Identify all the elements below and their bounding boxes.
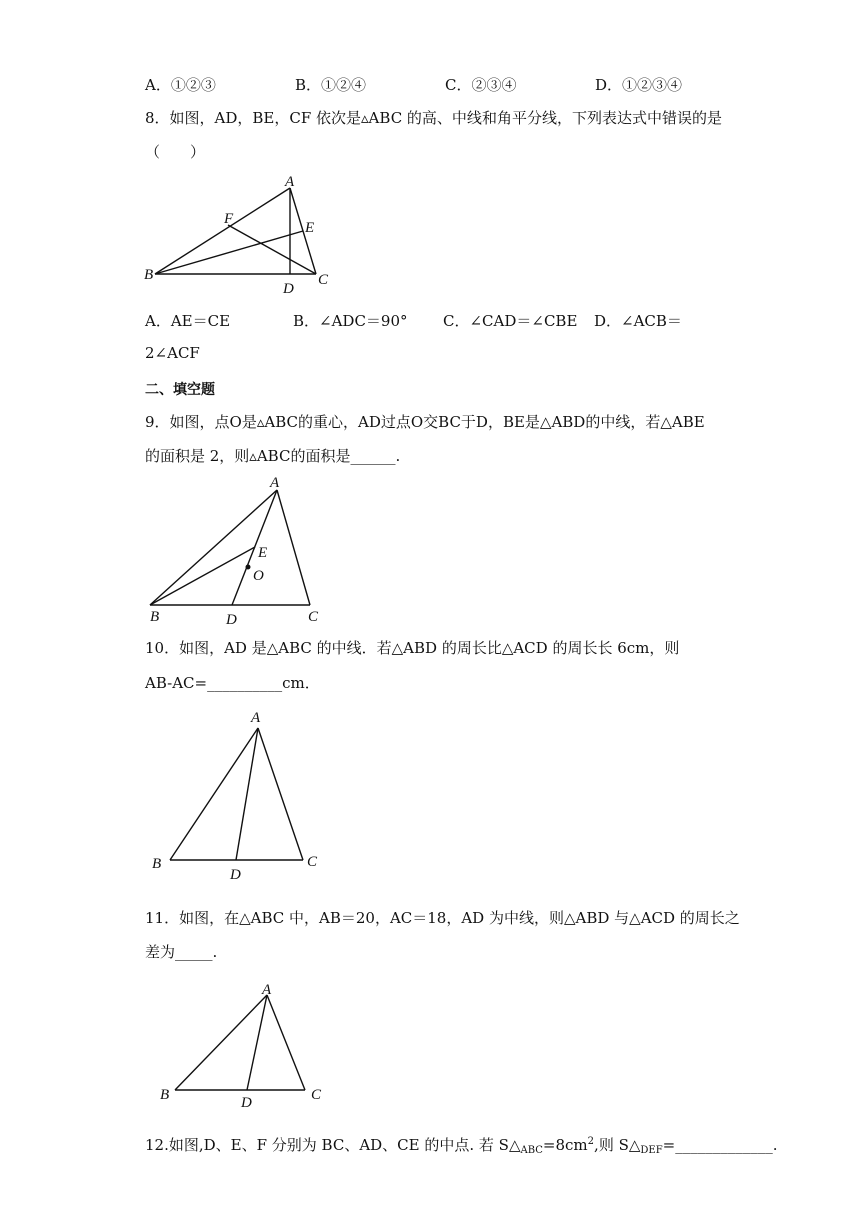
q11-stem-line1: 11．如图，在△ABC 中，AB＝20，AC＝18，AD 为中线，则△ABD 与△ACD 的周长之: [145, 909, 740, 927]
q11-stem-line2: 差为_____.: [145, 943, 218, 961]
q8-label-c: C: [318, 272, 329, 288]
q9-label-b: B: [150, 609, 160, 625]
q12-subscript-def: DEF: [640, 1145, 663, 1156]
q8-option-d: D．∠ACB＝: [594, 312, 682, 330]
q11-label-d: D: [241, 1095, 252, 1111]
q9-label-e: E: [258, 545, 268, 561]
q12-text-b: =8cm: [542, 1136, 588, 1154]
section-heading: 二、填空题: [145, 382, 215, 398]
q7-option-c: C．②③④: [445, 76, 517, 94]
q12-stem: [145, 1134, 778, 1156]
q8-label-a: A: [285, 174, 295, 190]
q9-label-o: O: [253, 568, 264, 584]
q12-text-d: =_____________.: [662, 1136, 778, 1154]
q11-label-a: A: [262, 982, 272, 998]
q12-subscript-abc: ABC: [520, 1145, 543, 1156]
q9-stem-line2: 的面积是 2，则▵ABC的面积是______.: [145, 447, 401, 465]
q8-option-c: C．∠CAD＝∠CBE: [443, 312, 578, 330]
q10-stem-line2: AB-AC=__________cm．: [145, 674, 320, 692]
q12-superscript: 2: [587, 1136, 595, 1147]
q7-option-b: B．①②④: [295, 76, 367, 94]
q12-text-c: ,则 S△: [594, 1136, 641, 1154]
q8-label-b: B: [144, 267, 154, 283]
q9-stem-line1: 9．如图，点O是▵ABC的重心，AD过点O交BC于D，BE是△ABD的中线，若△ABE: [145, 413, 705, 431]
q8-option-a: A．AE＝CE: [145, 312, 231, 330]
q10-label-b: B: [152, 856, 162, 872]
q11-label-b: B: [160, 1087, 170, 1103]
q12-text-a: 12.如图,D、E、F 分别为 BC、AD、CE 的中点. 若 S△: [145, 1136, 521, 1154]
q7-option-d: D．①②③④: [595, 76, 683, 94]
q8-label-d: D: [283, 281, 294, 297]
q10-stem-line1: 10．如图，AD 是△ABC 的中线．若△ABD 的周长比△ACD 的周长长 6cm，则: [145, 639, 680, 657]
q9-label-d: D: [226, 612, 237, 628]
q10-label-d: D: [230, 867, 241, 883]
q10-label-a: A: [251, 710, 261, 726]
q7-option-a: A．①②③: [145, 76, 216, 94]
q9-label-a: A: [270, 475, 280, 491]
q8-option-b: B．∠ADC＝90°: [293, 312, 408, 330]
q8-option-d-continued: 2∠ACF: [145, 344, 200, 362]
q8-stem-line2: （ ）: [145, 143, 206, 161]
q10-label-c: C: [307, 854, 318, 870]
q8-label-e: E: [305, 220, 315, 236]
q8-stem-line1: 8．如图，AD，BE，CF 依次是▵ABC 的高、中线和角平分线，下列表达式中错误的是: [145, 109, 722, 127]
q8-label-f: F: [224, 211, 234, 227]
q11-label-c: C: [311, 1087, 322, 1103]
q9-label-c: C: [308, 609, 319, 625]
